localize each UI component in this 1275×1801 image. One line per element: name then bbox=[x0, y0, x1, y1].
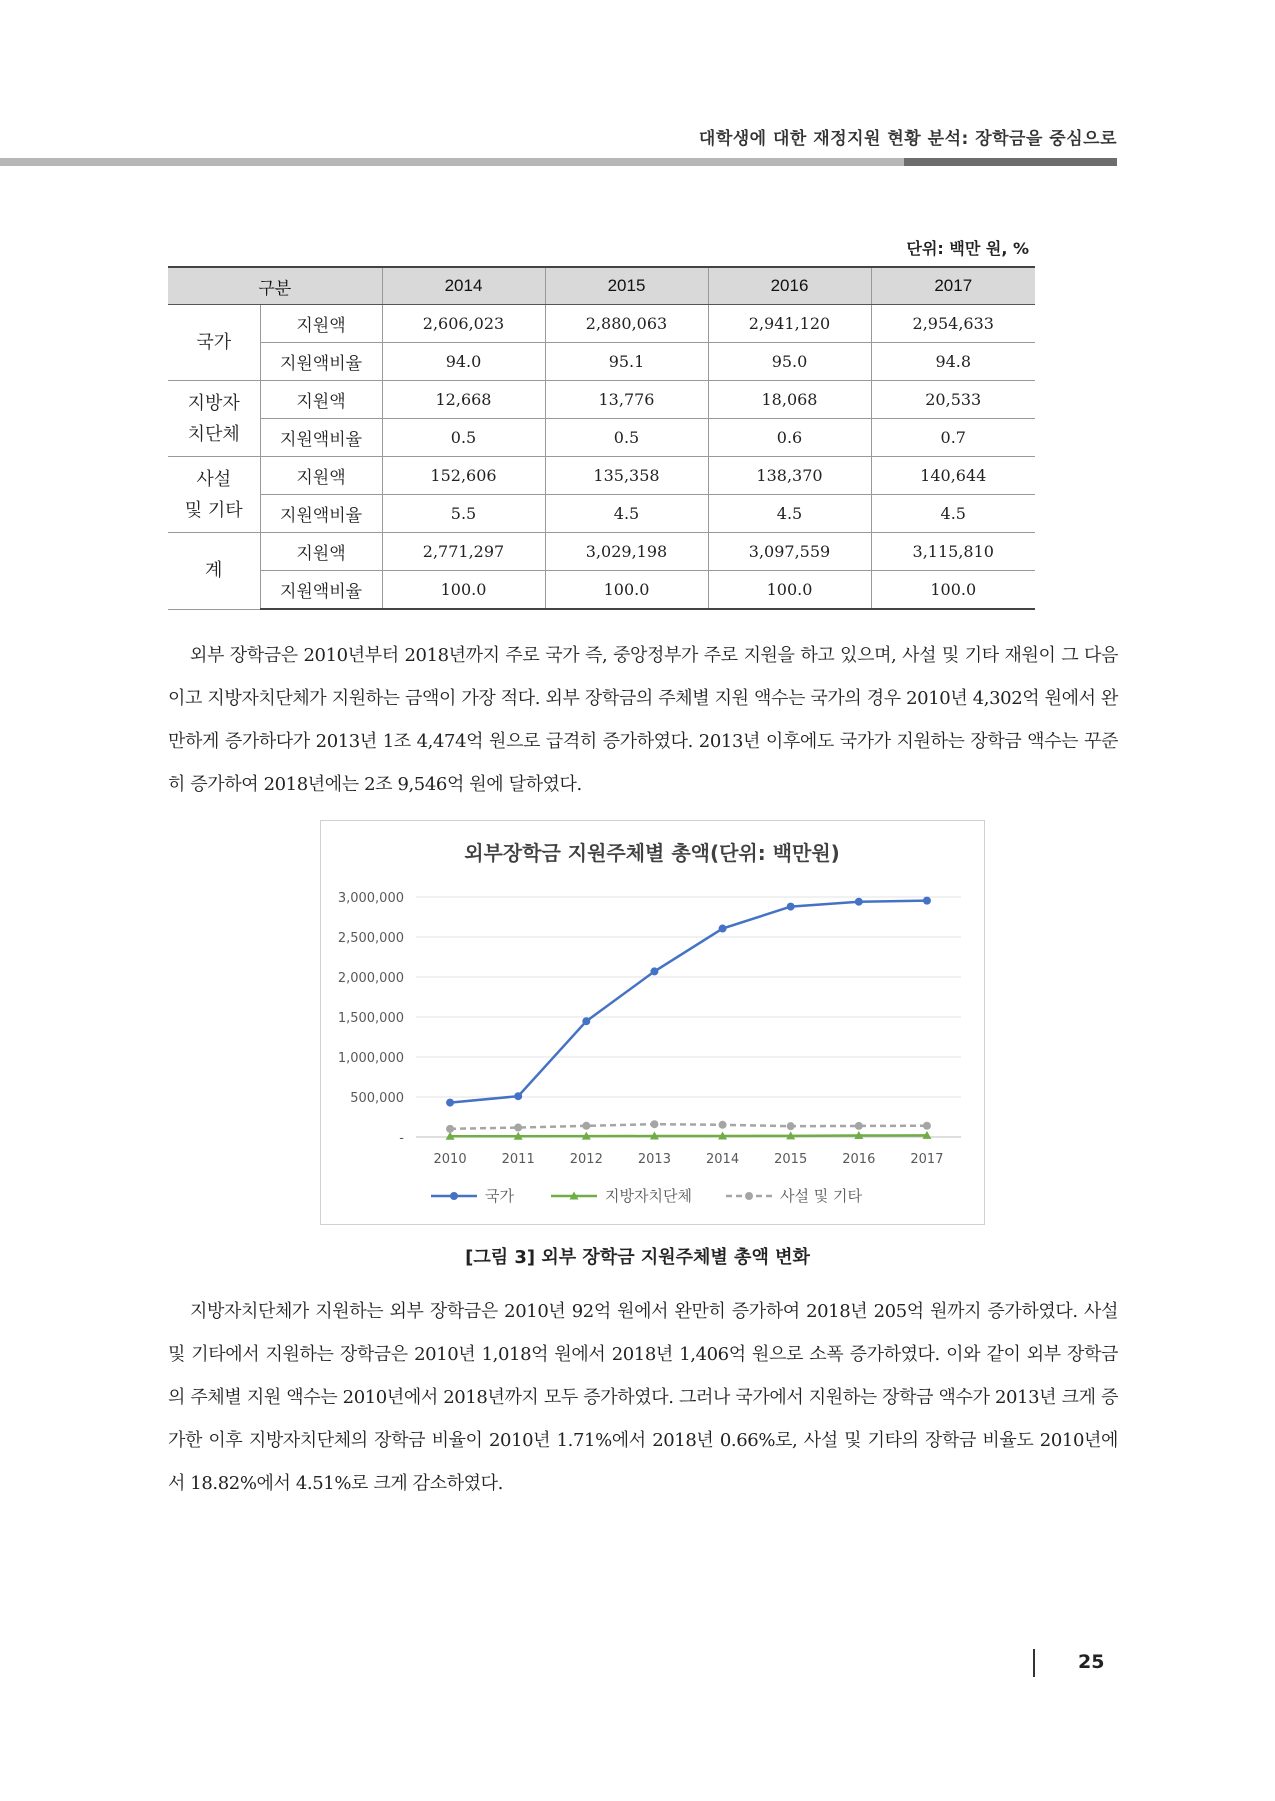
y-tick-label: 2,500,000 bbox=[337, 931, 404, 946]
table-cell: 95.1 bbox=[545, 343, 708, 381]
table-row bbox=[168, 305, 1035, 343]
data-point bbox=[855, 1122, 863, 1130]
data-point bbox=[514, 1124, 522, 1132]
chart-canvas bbox=[321, 821, 984, 1224]
table-cell: 0.6 bbox=[708, 419, 871, 457]
y-tick-label: - bbox=[399, 1131, 404, 1146]
table-cell: 4.5 bbox=[708, 495, 871, 533]
table-cell: 2,941,120 bbox=[708, 305, 871, 343]
x-tick-label: 2012 bbox=[569, 1152, 603, 1167]
row-group-label: 국가 bbox=[168, 305, 260, 381]
table-cell: 3,097,559 bbox=[708, 533, 871, 571]
header-rule-accent bbox=[904, 158, 1117, 166]
table-cell: 100.0 bbox=[382, 571, 545, 610]
table-cell: 2,606,023 bbox=[382, 305, 545, 343]
chart-title: 외부장학금 지원주체별 총액(단위: 백만원) bbox=[464, 841, 840, 865]
table-cell: 100.0 bbox=[871, 571, 1035, 610]
y-tick-label: 1,000,000 bbox=[337, 1051, 404, 1066]
running-header: 대학생에 대한 재정지원 현황 분석: 장학금을 중심으로 bbox=[698, 129, 1117, 149]
table-row bbox=[168, 381, 1035, 419]
table-row bbox=[168, 571, 1035, 610]
data-point bbox=[787, 903, 795, 911]
table-cell: 140,644 bbox=[871, 457, 1035, 495]
row-sub-label: 지원액 bbox=[260, 381, 382, 419]
table-row bbox=[168, 533, 1035, 571]
legend-label: 지방자치단체 bbox=[605, 1187, 692, 1205]
y-tick-label: 1,500,000 bbox=[337, 1011, 404, 1026]
table-cell: 138,370 bbox=[708, 457, 871, 495]
page-number-bar bbox=[1033, 1649, 1035, 1677]
series-line-0 bbox=[450, 901, 927, 1103]
x-tick-label: 2010 bbox=[433, 1152, 467, 1167]
data-point bbox=[514, 1092, 522, 1100]
table-row bbox=[168, 419, 1035, 457]
table-cell: 0.5 bbox=[382, 419, 545, 457]
y-tick-label: 2,000,000 bbox=[337, 971, 404, 986]
stats-table bbox=[168, 266, 1035, 610]
body-paragraph-2 bbox=[168, 1290, 1118, 1505]
table-cell: 100.0 bbox=[708, 571, 871, 610]
x-tick-label: 2013 bbox=[637, 1152, 671, 1167]
header-rule bbox=[0, 158, 1117, 166]
table-cell: 13,776 bbox=[545, 381, 708, 419]
data-point bbox=[923, 897, 931, 905]
y-tick-label: 500,000 bbox=[350, 1091, 404, 1106]
table-header-year: 2014 bbox=[382, 267, 545, 305]
table-cell: 3,115,810 bbox=[871, 533, 1035, 571]
x-tick-label: 2016 bbox=[842, 1152, 876, 1167]
row-sub-label: 지원액 bbox=[260, 533, 382, 571]
data-point bbox=[582, 1017, 590, 1025]
page-number: 25 bbox=[1078, 1651, 1105, 1673]
row-sub-label: 지원액 bbox=[260, 457, 382, 495]
legend-label: 사설 및 기타 bbox=[780, 1187, 862, 1205]
data-point bbox=[446, 1099, 454, 1107]
row-group-label: 사설 및 기타 bbox=[168, 457, 260, 533]
table-cell: 18,068 bbox=[708, 381, 871, 419]
table-cell: 2,771,297 bbox=[382, 533, 545, 571]
table-header-year: 2016 bbox=[708, 267, 871, 305]
data-point bbox=[650, 1120, 658, 1128]
table-cell: 100.0 bbox=[545, 571, 708, 610]
table-cell: 94.8 bbox=[871, 343, 1035, 381]
row-sub-label: 지원액비율 bbox=[260, 571, 382, 610]
table-cell: 3,029,198 bbox=[545, 533, 708, 571]
paragraph-text: 외부 장학금은 2010년부터 2018년까지 주로 국가 즉, 중앙정부가 주로 지원을 하고 있으며, 사설 및 기타 재원이 그 다음이고 지방자치단체가 지원하는 금액이 가장 적다. 외부 장학금의 주체별 지원 액수는 국가의 경우 2010년 4,302억 원에서 완만하게 증가하다가 2013년 1조 4,474억 원으로 급격히 증가하였다. 2013년 이후에도 국가가 지원하는 장학금 액수는 꾸준히 증가하여 2018년에는 2조 9,546억 원에 달하였다. bbox=[168, 645, 1118, 795]
table-row bbox=[168, 495, 1035, 533]
table-cell: 12,668 bbox=[382, 381, 545, 419]
legend-marker bbox=[450, 1192, 458, 1200]
table-cell: 4.5 bbox=[545, 495, 708, 533]
series-line-1 bbox=[450, 1135, 927, 1136]
legend-label: 국가 bbox=[485, 1187, 514, 1205]
x-tick-label: 2015 bbox=[774, 1152, 808, 1167]
data-point bbox=[855, 898, 863, 906]
figure-caption: [그림 3] 외부 장학금 지원주체별 총액 변화 bbox=[465, 1247, 810, 1268]
table-cell: 94.0 bbox=[382, 343, 545, 381]
data-point bbox=[582, 1122, 590, 1130]
x-tick-label: 2017 bbox=[910, 1152, 944, 1167]
table-row bbox=[168, 457, 1035, 495]
data-point bbox=[446, 1125, 454, 1133]
table-cell: 4.5 bbox=[871, 495, 1035, 533]
table-header-year: 2015 bbox=[545, 267, 708, 305]
body-paragraph-1 bbox=[168, 634, 1118, 806]
table-cell: 5.5 bbox=[382, 495, 545, 533]
table-header-category: 구분 bbox=[168, 267, 382, 305]
row-sub-label: 지원액비율 bbox=[260, 495, 382, 533]
x-tick-label: 2011 bbox=[501, 1152, 535, 1167]
table-unit-label: 단위: 백만 원, % bbox=[906, 239, 1029, 258]
row-sub-label: 지원액비율 bbox=[260, 343, 382, 381]
table-cell: 135,358 bbox=[545, 457, 708, 495]
x-tick-label: 2014 bbox=[706, 1152, 740, 1167]
row-sub-label: 지원액비율 bbox=[260, 419, 382, 457]
row-sub-label: 지원액 bbox=[260, 305, 382, 343]
table-cell: 152,606 bbox=[382, 457, 545, 495]
data-point bbox=[787, 1122, 795, 1130]
table-cell: 0.7 bbox=[871, 419, 1035, 457]
table-row bbox=[168, 343, 1035, 381]
line-chart bbox=[320, 820, 985, 1225]
row-group-label: 지방자 치단체 bbox=[168, 381, 260, 457]
row-group-label: 계 bbox=[168, 533, 260, 610]
data-point bbox=[719, 925, 727, 933]
data-point bbox=[650, 967, 658, 975]
table-cell: 2,880,063 bbox=[545, 305, 708, 343]
table-header-row bbox=[168, 267, 1035, 305]
table-header-year: 2017 bbox=[871, 267, 1035, 305]
table-cell: 2,954,633 bbox=[871, 305, 1035, 343]
data-point bbox=[923, 1122, 931, 1130]
table-cell: 0.5 bbox=[545, 419, 708, 457]
data-point bbox=[719, 1121, 727, 1129]
table-cell: 20,533 bbox=[871, 381, 1035, 419]
paragraph-text: 지방자치단체가 지원하는 외부 장학금은 2010년 92억 원에서 완만히 증가하여 2018년 205억 원까지 증가하였다. 사설 및 기타에서 지원하는 장학금은 2010년 1,018억 원에서 2018년 1,406억 원으로 소폭 증가하였다. 이와 같이 외부 장학금의 주체별 지원 액수는 2010년에서 2018년까지 모두 증가하였다. 그러나 국가에서 지원하는 장학금 액수가 2013년 크게 증가한 이후 지방자치단체의 장학금 비율이 2010년 1.71%에서 2018년 0.66%로, 사설 및 기타의 장학금 비율도 2010년에서 18.82%에서 4.51%로 크게 감소하였다. bbox=[168, 1301, 1118, 1494]
legend-marker bbox=[745, 1192, 753, 1200]
y-tick-label: 3,000,000 bbox=[337, 891, 404, 906]
table-cell: 95.0 bbox=[708, 343, 871, 381]
